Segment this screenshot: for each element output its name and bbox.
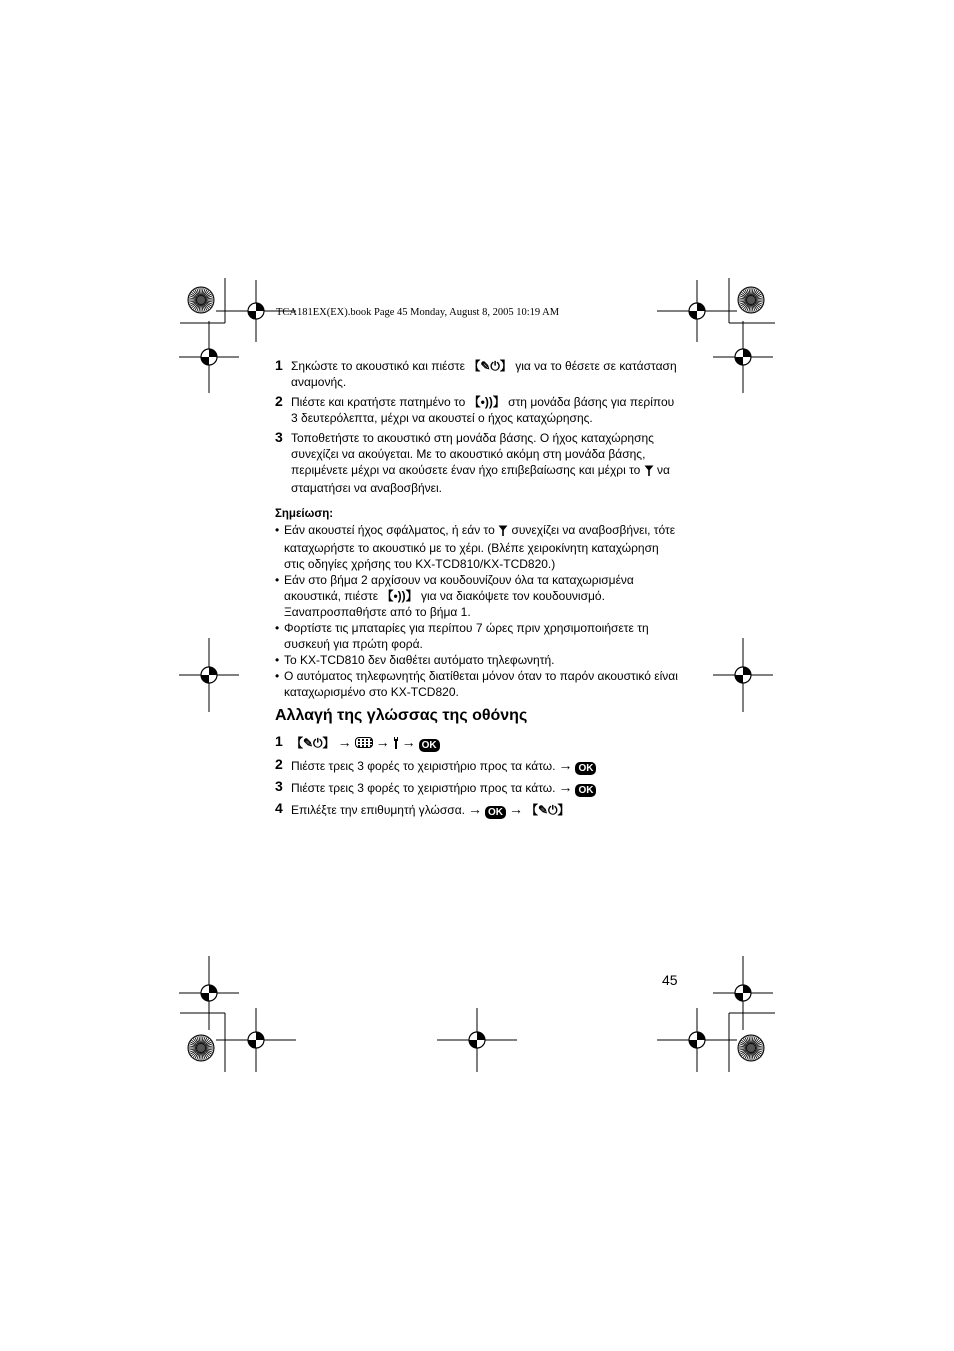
- note-bullet: • Το KX-TCD810 δεν διαθέτει αυτόματο τηλεφωνητή.: [275, 652, 680, 668]
- step-number: 2: [275, 756, 283, 772]
- locator-key: 【•))】: [468, 395, 505, 409]
- arrow-icon: →: [375, 734, 390, 750]
- step-number: 1: [275, 357, 283, 373]
- locator-key: 【•))】: [381, 589, 418, 603]
- print-header: TCA181EX(EX).book Page 45 Monday, August 8, 2005 10:19 AM: [276, 307, 560, 318]
- page-content: [275, 358, 680, 819]
- ok-key-icon: OK: [485, 806, 506, 819]
- arrow-icon: →: [558, 779, 573, 795]
- crosshair-mark: [713, 638, 773, 712]
- off-key: 【✎⏻】: [468, 359, 512, 373]
- note-bullet: • Ο αυτόματος τηλεφωνητής διατίθεται μόνον όταν το παρόν ακουστικό είναι καταχωρισμένο στο KX-TCD820.: [275, 668, 680, 700]
- off-key: 【✎⏻】: [525, 803, 570, 817]
- step-number: 3: [275, 429, 283, 445]
- arrow-icon: →: [508, 801, 523, 817]
- page-number: 45: [662, 972, 678, 988]
- starburst-mark: [738, 1035, 764, 1061]
- antenna-icon: [498, 524, 508, 540]
- crosshair-mark: [179, 638, 239, 712]
- crosshair-mark: [437, 1008, 517, 1072]
- lang-step-2: 2 Πιέστε τρεις 3 φορές το χειριστήριο προς τα κάτω. → OK: [275, 757, 680, 775]
- arrow-icon: →: [558, 757, 573, 773]
- step-number: 1: [275, 733, 283, 749]
- ok-key-icon: OK: [575, 784, 596, 797]
- starburst-mark: [188, 1035, 214, 1061]
- step-number: 4: [275, 800, 283, 816]
- crosshair-mark: [216, 1008, 296, 1072]
- lang-step-1: [275, 734, 680, 753]
- antenna-icon: [644, 464, 654, 480]
- crosshair-mark: [179, 321, 239, 393]
- crosshair-mark: [713, 956, 773, 1030]
- step-number: 3: [275, 778, 283, 794]
- lang-step-3: 3 Πιέστε τρεις 3 φορές το χειριστήριο προς τα κάτω. → OK: [275, 779, 680, 797]
- crosshair-mark: [657, 1008, 737, 1072]
- arrow-icon: →: [467, 801, 482, 817]
- starburst-mark: [738, 287, 764, 313]
- crosshair-mark: [713, 321, 773, 393]
- lang-step-4: 4 Επιλέξτε την επιθυμητή γλώσσα. → OK → 【✎⏻】: [275, 800, 570, 818]
- note-title: Σημείωση:: [275, 508, 334, 520]
- step-3: 3 Τοποθετήστε το ακουστικό στη μονάδα βάσης. Ο ήχος καταχώρησης συνεχίζει να ακούγεται. Με το ακουστικό ακόμη στη μονάδα βάσης, περιμένετε μέχρι να ακούσετε έναν ήχο επιβεβαίωσης και μέχρι το να σταματήσει να αναβοσβήνει.: [275, 429, 670, 495]
- step-1: 1 Σηκώστε το ακουστικό και πιέστε 【✎⏻】 για να το θέσετε σε κατάσταση αναμονής.: [275, 357, 677, 389]
- step-number: 2: [275, 393, 283, 409]
- arrow-icon: →: [401, 734, 416, 750]
- crosshair-mark: [179, 956, 239, 1030]
- starburst-mark: [188, 287, 214, 313]
- ok-key-icon: OK: [575, 762, 596, 775]
- wrench-icon: [393, 737, 399, 753]
- note-bullet: • Φορτίστε τις μπαταρίες για περίπου 7 ώρες πριν χρησιμοποιήσετε τη συσκευή για πρώτη φορά.: [275, 620, 680, 652]
- step-2: 2 Πιέστε και κρατήστε πατημένο το 【•))】 στη μονάδα βάσης για περίπου 3 δευτερόλεπτα, μέχρι να ακουστεί ο ήχος καταχώρησης.: [275, 393, 675, 425]
- menu-key-icon: [355, 737, 373, 748]
- crosshair-mark: [657, 280, 737, 342]
- section-heading: Αλλαγή της γλώσσας της οθόνης: [275, 707, 528, 724]
- ok-key-icon: OK: [419, 739, 440, 752]
- note-bullet: • Εάν ακουστεί ήχος σφάλματος, ή εάν το συνεχίζει να αναβοσβήνει, τότε καταχωρήστε το ακουστικό με το χέρι. (Βλέπε χειροκίνητη καταχώρηση στις οδηγίες χρήσης του KX-TCD810/KX-TCD820.): [275, 522, 680, 572]
- arrow-icon: →: [337, 734, 352, 750]
- note-bullet: • Εάν στο βήμα 2 αρχίσουν να κουδουνίζουν όλα τα καταχωρισμένα ακουστικά, πιέστε 【•))】 για να διακόψετε τον κουδουνισμό. Ξαναπροσπαθήστε από το βήμα 1.: [275, 572, 680, 620]
- off-key: 【✎⏻】: [291, 736, 335, 750]
